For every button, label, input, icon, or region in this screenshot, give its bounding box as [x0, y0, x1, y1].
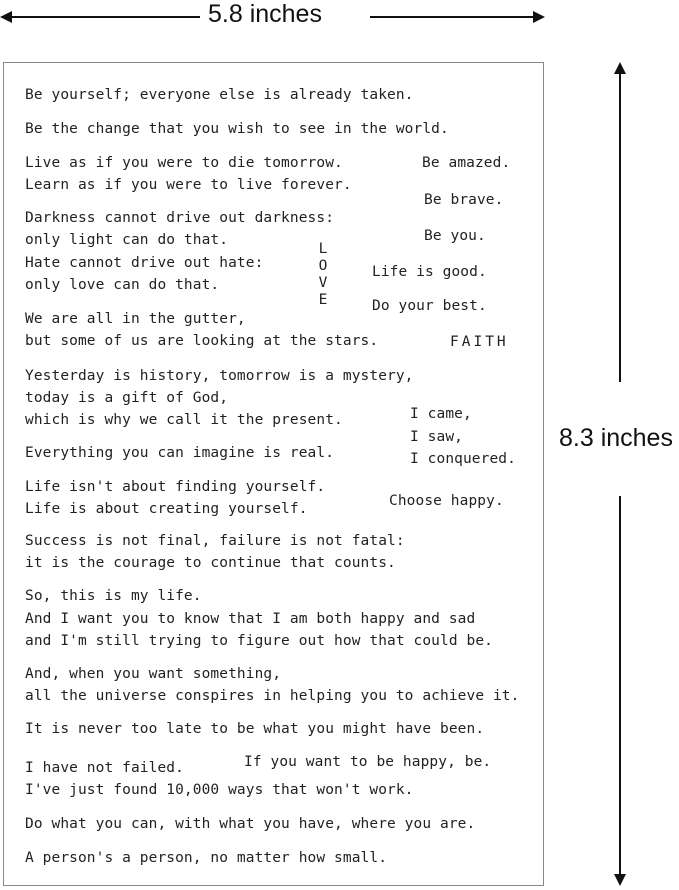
quote-line: Success is not final, failure is not fatal:	[25, 533, 405, 549]
height-arrow-top-line	[619, 70, 621, 382]
side-stamp: I conquered.	[410, 451, 516, 467]
love-letter: L	[318, 241, 328, 257]
quote-line: Darkness cannot drive out darkness:	[25, 210, 335, 226]
quote-line: today is a gift of God,	[25, 390, 229, 406]
love-vertical-stamp	[316, 241, 330, 309]
quote-line: Live as if you were to die tomorrow.	[25, 155, 343, 171]
quote-line: Learn as if you were to live forever.	[25, 177, 352, 193]
quote-line: only light can do that.	[25, 232, 229, 248]
arrow-right-icon	[533, 10, 545, 24]
stamp-sheet	[3, 62, 544, 886]
arrow-left-icon	[0, 10, 12, 24]
quote-line: And, when you want something,	[25, 666, 282, 682]
quote-line: it is the courage to continue that counts.	[25, 555, 396, 571]
quote-line: I have not failed.	[25, 760, 184, 776]
side-stamp: Choose happy.	[389, 493, 504, 509]
quote-line: and I'm still trying to figure out how that could be.	[25, 633, 493, 649]
quote-line: Everything you can imagine is real.	[25, 445, 335, 461]
quote-line: Life is about creating yourself.	[25, 501, 308, 517]
width-arrow-left-line	[6, 16, 200, 18]
quote-line: A person's a person, no matter how small.	[25, 850, 388, 866]
side-stamp: If you want to be happy, be.	[244, 754, 492, 770]
side-stamp: FAITH	[450, 334, 509, 350]
width-label: 5.8 inches	[208, 0, 322, 28]
quote-line: Yesterday is history, tomorrow is a mystery,	[25, 368, 414, 384]
side-stamp: Be brave.	[424, 192, 504, 208]
quote-line: Do what you can, with what you have, where you are.	[25, 816, 476, 832]
love-letter: O	[318, 258, 328, 274]
quote-line: Hate cannot drive out hate:	[25, 255, 264, 271]
side-stamp: Life is good.	[372, 264, 487, 280]
quote-line: only love can do that.	[25, 277, 220, 293]
arrow-down-icon	[613, 874, 627, 886]
quote-line: I've just found 10,000 ways that won't work.	[25, 782, 414, 798]
height-label: 8.3 inches	[559, 424, 673, 452]
quote-line: So, this is my life.	[25, 588, 202, 604]
height-arrow-bottom-line	[619, 496, 621, 876]
width-arrow-right-line	[370, 16, 536, 18]
quote-line: Be the change that you wish to see in the world.	[25, 121, 449, 137]
quote-line: Be yourself; everyone else is already taken.	[25, 87, 414, 103]
side-stamp: Be amazed.	[422, 155, 511, 171]
side-stamp: I came,	[410, 406, 472, 422]
quote-line: Life isn't about finding yourself.	[25, 479, 326, 495]
quote-line: but some of us are looking at the stars.	[25, 333, 379, 349]
quote-line: We are all in the gutter,	[25, 311, 246, 327]
side-stamp: Do your best.	[372, 298, 487, 314]
quote-line: all the universe conspires in helping you to achieve it.	[25, 688, 520, 704]
side-stamp: Be you.	[424, 228, 486, 244]
quote-line: And I want you to know that I am both happy and sad	[25, 611, 476, 627]
side-stamp: I saw,	[410, 429, 463, 445]
love-letter: V	[318, 275, 328, 291]
love-letter: E	[318, 292, 328, 308]
quote-line: which is why we call it the present.	[25, 412, 343, 428]
quote-line: It is never too late to be what you might have been.	[25, 721, 485, 737]
